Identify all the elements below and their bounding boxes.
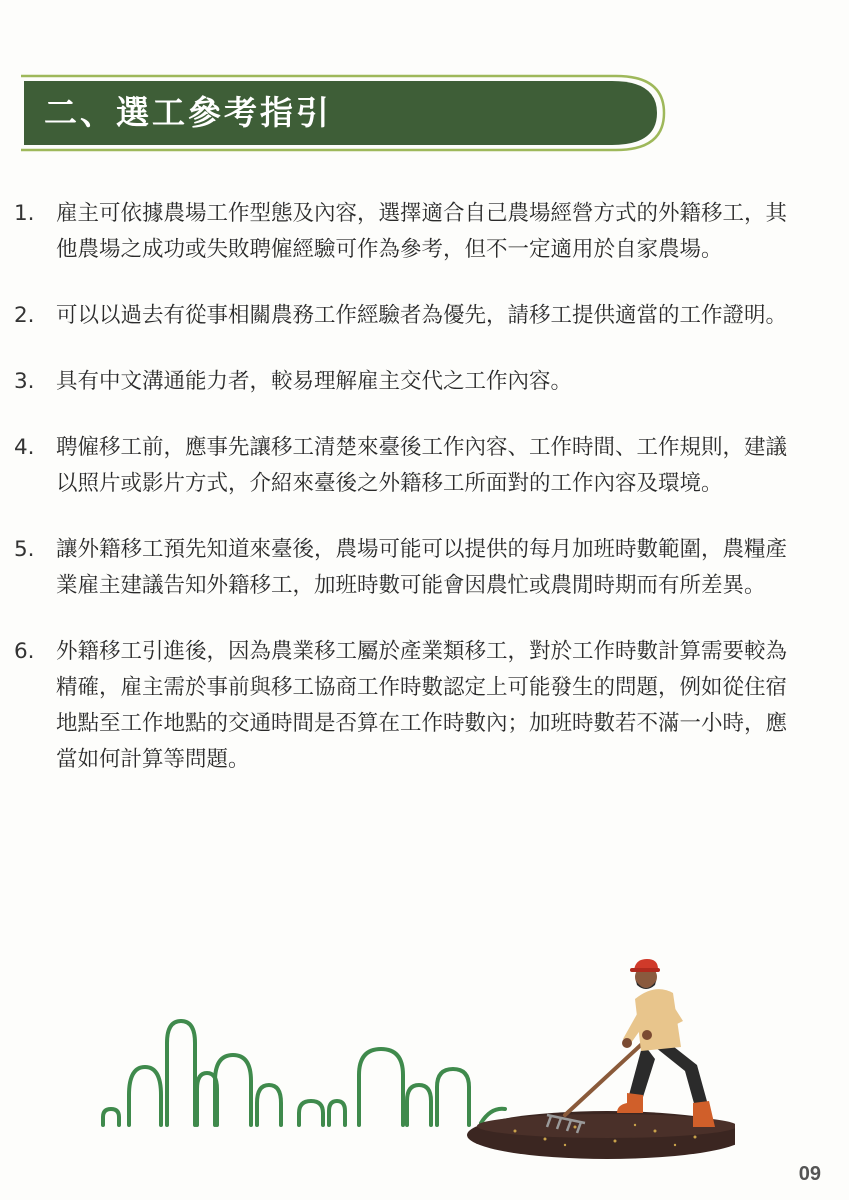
section-banner bbox=[20, 74, 666, 152]
item-text: 可以以過去有從事相關農務工作經驗者為優先，請移工提供適當的工作證明。 bbox=[56, 303, 788, 328]
plant-loops bbox=[103, 1021, 505, 1125]
item-number: 2. bbox=[14, 303, 35, 328]
item-number: 5. bbox=[14, 537, 35, 562]
list-item bbox=[14, 532, 794, 604]
item-text: 聘僱移工前，應事先讓移工清楚來臺後工作內容、工作時間、工作規則，建議以照片或影片方式，介紹來臺後之外籍移工所面對的工作內容及環境。 bbox=[56, 435, 788, 496]
item-text: 讓外籍移工預先知道來臺後，農場可能可以提供的每月加班時數範圍，農糧產業雇主建議告知外籍移工，加班時數可能會因農忙或農閒時期而有所差異。 bbox=[56, 537, 788, 598]
item-text: 外籍移工引進後，因為農業移工屬於產業類移工，對於工作時數計算需要較為精確，雇主需於事前與移工協商工作時數認定上可能發生的問題，例如從住宿地點至工作地點的交通時間是否算在工作時數內；加班時數若不滿一小時，應當如何計算等問題。 bbox=[56, 639, 788, 772]
item-number: 3. bbox=[14, 369, 35, 394]
list-item bbox=[14, 364, 794, 400]
list-item bbox=[14, 298, 794, 334]
cap-brim bbox=[630, 968, 660, 972]
left-boot bbox=[617, 1093, 643, 1113]
item-text: 具有中文溝通能力者，較易理解雇主交代之工作內容。 bbox=[56, 369, 573, 394]
list-item bbox=[14, 196, 794, 268]
right-boot bbox=[693, 1101, 715, 1127]
left-hand bbox=[622, 1038, 632, 1048]
page-number: 09 bbox=[798, 1163, 821, 1185]
item-number: 4. bbox=[14, 435, 35, 460]
item-text: 雇主可依據農場工作型態及內容，選擇適合自己農場經營方式的外籍移工，其他農場之成功或失敗聘僱經驗可作為參考，但不一定適用於自家農場。 bbox=[56, 201, 788, 262]
right-hand bbox=[642, 1030, 652, 1040]
item-number: 6. bbox=[14, 639, 35, 664]
farmer-illustration bbox=[95, 955, 735, 1165]
item-number: 1. bbox=[14, 201, 35, 226]
list-item bbox=[14, 634, 794, 778]
list-item bbox=[14, 430, 794, 502]
right-leg bbox=[655, 1043, 708, 1107]
guideline-list bbox=[14, 196, 794, 778]
page-title: 二、選工參考指引 bbox=[44, 93, 332, 132]
